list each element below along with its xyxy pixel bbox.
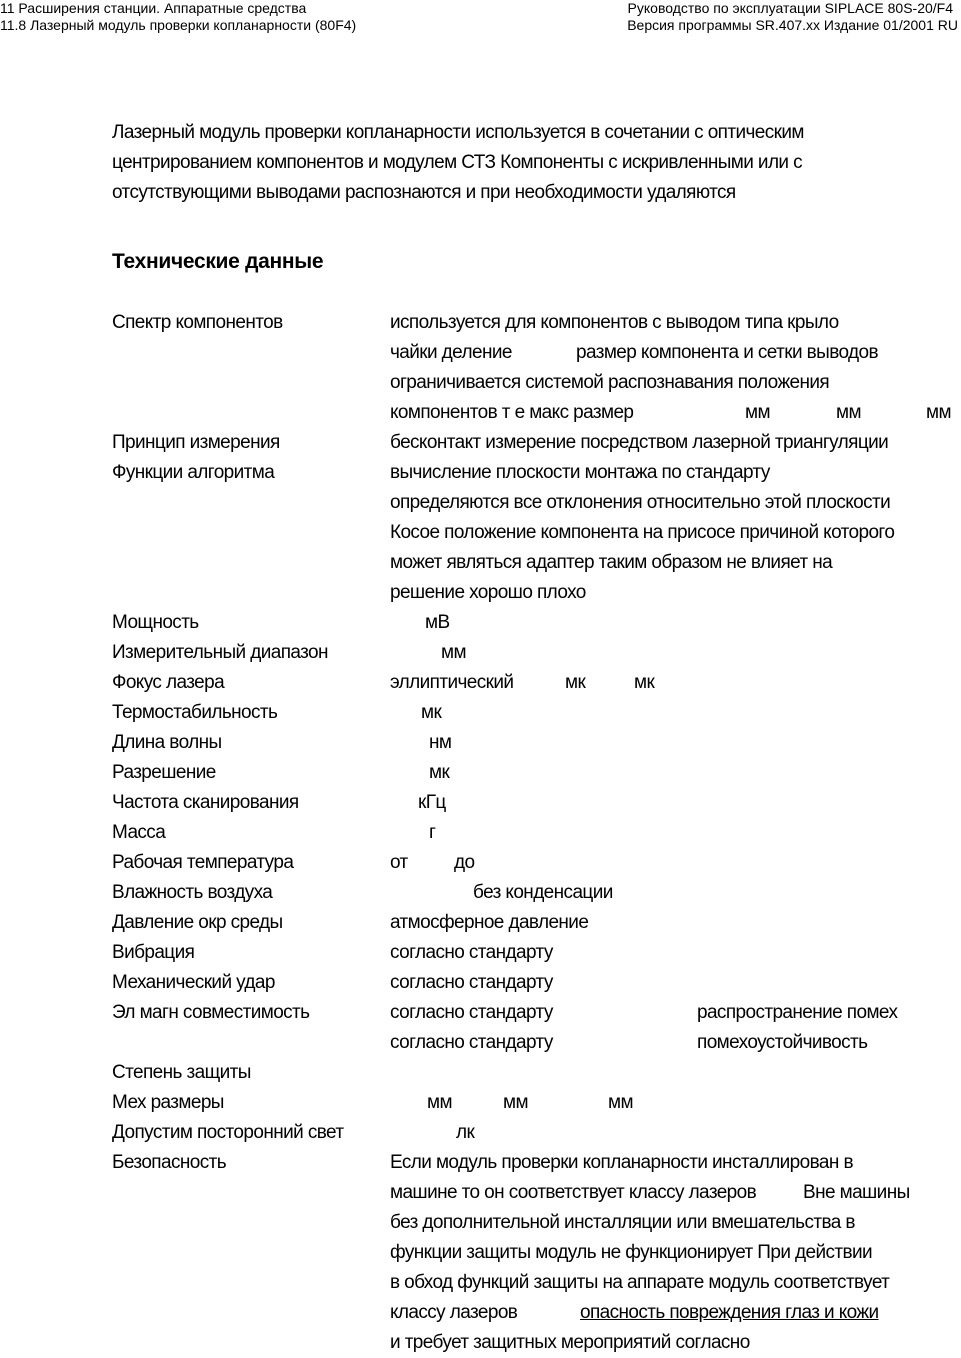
spec-label: Измерительный диапазон (112, 642, 328, 663)
spec-value-text: может являться адаптер таким образом не влияет на (390, 552, 833, 573)
spec-value (390, 1058, 961, 1088)
spec-value (390, 938, 961, 968)
spec-label: Функции алгоритма (112, 462, 275, 483)
intro-paragraph (112, 118, 932, 208)
spec-table (112, 308, 961, 1358)
spec-value-line (390, 428, 961, 458)
spec-value-text: лк (456, 1122, 475, 1143)
spec-value (390, 848, 961, 878)
spec-value-text: классу лазеров (390, 1302, 518, 1323)
spec-row (112, 818, 961, 848)
spec-value-text: бесконтакт измерение посредством лазерной триангуляции (390, 432, 889, 453)
spec-value-line (390, 1268, 961, 1298)
spec-value-text: согласно стандарту (390, 942, 553, 963)
spec-label: Рабочая температура (112, 852, 294, 873)
spec-row (112, 1118, 961, 1148)
spec-value-line (390, 818, 961, 848)
spec-value-line (390, 338, 961, 368)
spec-value (390, 1088, 961, 1118)
spec-value-text: мм (608, 1092, 633, 1113)
spec-value-line (390, 728, 961, 758)
spec-value-line (390, 908, 961, 938)
spec-value-line (390, 1328, 961, 1358)
header-section: 11.8 Лазерный модуль проверки копланарности (80F4) (0, 17, 357, 33)
spec-value-text: мк (565, 672, 586, 693)
spec-value (390, 308, 961, 428)
spec-value-text: без дополнительной инсталляции или вмешательства в (390, 1212, 855, 1233)
spec-row (112, 998, 961, 1058)
spec-label: Спектр компонентов (112, 312, 283, 333)
spec-label: Фокус лазера (112, 672, 225, 693)
spec-value-text: г (429, 822, 436, 843)
spec-value-line (390, 1148, 961, 1178)
spec-value-line (390, 668, 961, 698)
spec-value-text: размер компонента и сетки выводов (576, 342, 878, 363)
spec-label: Частота сканирования (112, 792, 299, 813)
spec-value (390, 728, 961, 758)
spec-value-text: атмосферное давление (390, 912, 589, 933)
intro-line: отсутствующими выводами распознаются и при необходимости удаляются (112, 182, 736, 203)
spec-value-text: эллиптический (390, 672, 514, 693)
spec-value-text: без конденсации (473, 882, 613, 903)
spec-value-line (390, 998, 961, 1028)
spec-value-line (390, 1208, 961, 1238)
spec-row (112, 788, 961, 818)
spec-value (390, 638, 961, 668)
spec-value-text: Вне машины (803, 1182, 910, 1203)
spec-value (390, 458, 961, 608)
spec-value-line (390, 518, 961, 548)
spec-row (112, 458, 961, 608)
spec-row (112, 1088, 961, 1118)
spec-label: Безопасность (112, 1152, 226, 1173)
spec-label: Принцип измерения (112, 432, 280, 453)
spec-row (112, 848, 961, 878)
spec-value-line (390, 848, 961, 878)
spec-value-line (390, 1028, 961, 1058)
spec-label: Степень защиты (112, 1062, 251, 1083)
spec-value-text: мм (836, 402, 861, 423)
spec-value-line (390, 698, 961, 728)
spec-value-line (390, 308, 961, 338)
spec-value (390, 968, 961, 998)
spec-value-text: распространение помех (697, 1002, 898, 1023)
spec-value-text: мм (427, 1092, 452, 1113)
spec-value-text: машине то он соответствует классу лазеров (390, 1182, 757, 1203)
spec-value-text: Если модуль проверки копланарности инсталлирован в (390, 1152, 853, 1173)
spec-value-line (390, 488, 961, 518)
spec-value-text: Косое положение компонента на присосе причиной которого (390, 522, 895, 543)
spec-value-line (390, 608, 961, 638)
spec-label: Допустим посторонний свет (112, 1122, 344, 1143)
spec-row (112, 638, 961, 668)
spec-row (112, 668, 961, 698)
spec-value-line (390, 788, 961, 818)
spec-label: Вибрация (112, 942, 195, 963)
spec-value-line (390, 638, 961, 668)
spec-value-line (390, 368, 961, 398)
spec-value-text: мк (634, 672, 655, 693)
spec-value-text: до (454, 852, 475, 873)
spec-label: Разрешение (112, 762, 216, 783)
spec-value-line (390, 1178, 961, 1208)
spec-row (112, 758, 961, 788)
spec-value-text: мк (429, 762, 450, 783)
spec-value-text: кГц (418, 792, 446, 813)
spec-value-text: компонентов т е макс размер (390, 402, 634, 423)
spec-value-line (390, 578, 961, 608)
spec-value-text: ограничивается системой распознавания положения (390, 372, 830, 393)
spec-value-text: в обход функций защиты на аппарате модуль соответствует (390, 1272, 890, 1293)
spec-value (390, 1148, 961, 1358)
spec-value (390, 758, 961, 788)
spec-value-text: нм (429, 732, 452, 753)
spec-value-line (390, 1298, 961, 1328)
spec-value-text: согласно стандарту (390, 1032, 553, 1053)
header-chapter: 11 Расширения станции. Аппаратные средства (0, 0, 307, 16)
spec-value-text: помехоустойчивость (697, 1032, 868, 1053)
spec-value-text: мм (926, 402, 951, 423)
header-version: Версия программы SR.407.xx Издание 01/2001 RU (627, 17, 958, 33)
spec-label: Мех размеры (112, 1092, 224, 1113)
spec-row (112, 698, 961, 728)
spec-value (390, 1118, 961, 1148)
spec-value (390, 878, 961, 908)
spec-row (112, 908, 961, 938)
spec-label: Эл магн совместимость (112, 1002, 310, 1023)
spec-row (112, 878, 961, 908)
spec-value-line (390, 1058, 961, 1088)
spec-value (390, 788, 961, 818)
spec-value-line (390, 1118, 961, 1148)
spec-value-text: согласно стандарту (390, 972, 553, 993)
spec-value-text: чайки деление (390, 342, 512, 363)
spec-label: Давление окр среды (112, 912, 283, 933)
spec-value-text: от (390, 852, 408, 873)
spec-row (112, 728, 961, 758)
spec-label: Масса (112, 822, 166, 843)
spec-label: Мощность (112, 612, 199, 633)
spec-value-text: определяются все отклонения относительно этой плоскости (390, 492, 891, 513)
spec-value-line (390, 398, 961, 428)
spec-row (112, 428, 961, 458)
header-manual-title: Руководство по эксплуатации SIPLACE 80S-20/F4 (627, 0, 953, 16)
spec-value-text: используется для компонентов с выводом типа крыло (390, 312, 839, 333)
spec-value-text: вычисление плоскости монтажа по стандарту (390, 462, 770, 483)
spec-value-line (390, 938, 961, 968)
spec-row (112, 1148, 961, 1358)
spec-value (390, 908, 961, 938)
spec-warning-text: опасность повреждения глаз и кожи (580, 1302, 879, 1323)
spec-value-text: мВ (425, 612, 450, 633)
spec-row (112, 1058, 961, 1088)
spec-value-text: мм (441, 642, 466, 663)
spec-row (112, 608, 961, 638)
spec-value (390, 668, 961, 698)
spec-row (112, 308, 961, 428)
spec-label: Влажность воздуха (112, 882, 273, 903)
spec-value-text: мк (421, 702, 442, 723)
spec-value-text: мм (745, 402, 770, 423)
spec-value (390, 698, 961, 728)
spec-value-text: решение хорошо плохо (390, 582, 586, 603)
section-title: Технические данные (112, 250, 324, 273)
spec-value-line (390, 758, 961, 788)
spec-value-line (390, 458, 961, 488)
spec-value-text: согласно стандарту (390, 1002, 553, 1023)
spec-value-line (390, 878, 961, 908)
spec-label: Термостабильность (112, 702, 278, 723)
spec-value-text: и требует защитных мероприятий согласно (390, 1332, 750, 1353)
intro-line: Лазерный модуль проверки копланарности используется в сочетании с оптическим (112, 122, 804, 143)
spec-value-line (390, 1088, 961, 1118)
spec-label: Механический удар (112, 972, 275, 993)
spec-value (390, 608, 961, 638)
spec-value-line (390, 548, 961, 578)
spec-value (390, 818, 961, 848)
spec-value (390, 428, 961, 458)
spec-label: Длина волны (112, 732, 222, 753)
spec-value-line (390, 1238, 961, 1268)
spec-value-text: функции защиты модуль не функционирует При действии (390, 1242, 873, 1263)
spec-row (112, 938, 961, 968)
spec-row (112, 968, 961, 998)
intro-line: центрированием компонентов и модулем СТЗ Компоненты с искривленными или с (112, 152, 803, 173)
spec-value-line (390, 968, 961, 998)
spec-value (390, 998, 961, 1058)
spec-value-text: мм (503, 1092, 528, 1113)
